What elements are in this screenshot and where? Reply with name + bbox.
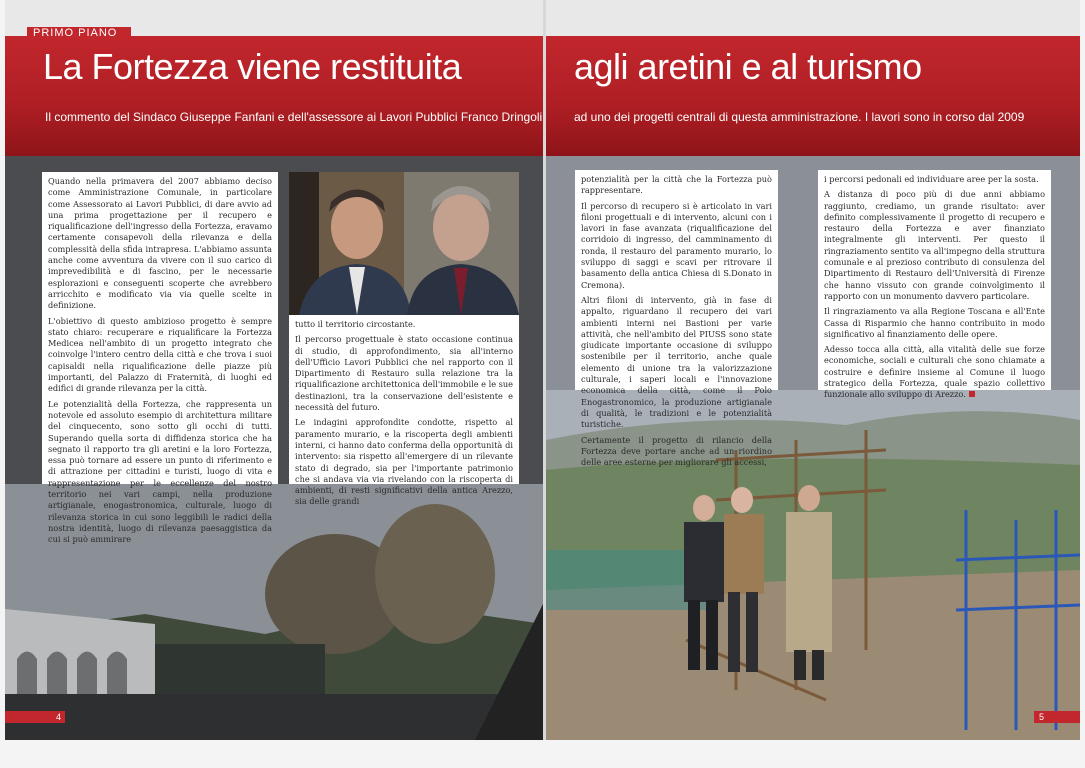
paragraph: potenzialità per la città che la Fortezza può rappresentare. [581, 174, 772, 196]
article-column-3 [575, 170, 778, 468]
article-column-4 [818, 170, 1051, 400]
headline-right: agli aretini e al turismo [574, 46, 922, 87]
paragraph: L'obiettivo di questo ambizioso progetto è sempre stato chiaro: recuperare e riqualificare la Fortezza Medicea nell'ambito di un progetto integrato che coinvolge l'intero centro della città e che trova i suoi capisaldi nella riqualificazione delle piazze più importanti, del Palazzo di Fraternità, di luoghi ed edifici di grande rilevanza per la città. [48, 315, 272, 394]
paragraph: tutto il territorio circostante. [295, 319, 416, 329]
paragraph-text: Adesso tocca alla città, alla vitalità delle sue forze economiche, sociali e culturali che sono chiamate a costruire e definire insieme al Comune il luogo strategico della Fortezza, quale spazio collettivo funzionale allo sviluppo di Arezzo. [824, 344, 1045, 400]
paragraph: Il percorso progettuale è stato occasione continua di studio, di approfondimento, sia all'interno dell'Ufficio Lavori Pubblici che nel rapporto con il Dipartimento di Restauro sulla relazione tra la riqualificazione architettonica dell'immobile e le sue destinazioni, tra la conservazione dell'esistente e necessità del futuro. [295, 334, 513, 413]
paragraph: Quando nella primavera del 2007 abbiamo deciso come Amministrazione Comunale, in particolare come Assessorato ai Lavori Pubblici, di dare avvio ad una prima progettazione per il recupero e riqualificazione dell'ingresso della Fortezza, eravamo certamente consapevoli della rilevanza e della complessità della sfida intrapresa. L'abbiamo assunta anche come avventura da vivere con il suo carico di imprevedibilità e di fascino, per le necessarie esplorazioni e conseguenti scoperte che avrebbero arricchito e modificato via via quelle scelte in definizione. [48, 176, 272, 311]
paragraph: Il ringraziamento va alla Regione Toscana e all'Ente Cassa di Risparmio che hanno contribuito in modo significativo al finanziamento delle opere. [824, 306, 1045, 339]
paragraph: Il percorso di recupero si è articolato in vari filoni progettuali e di intervento, alcuni con i lavori in fase avanzata (riqualificazione del corridoio di ingresso, del camminamento di ronda, il restauro del paramento murario, lo sviluppo di saggi e scavi per ritrovare il basamento della antica Chiesa di S.Donato in Cremona). [581, 200, 772, 290]
paragraph: Le potenzialità della Fortezza, che rappresenta un notevole ed assoluto esempio di architettura militare del cinquecento, sono sotto gli occhi di tutti. Superando quella sorta di diffidenza storica che ha segnato il rapporto tra gli aretini e la loro Fortezza, essa può tornare ad essere un punto di riferimento e di attrazione per cittadini e turisti, luogo di vita e rappresentazione per le eccellenze del nostro territorio nei vari campi, nella produzione artigianale, enogastronomica, culturale, luogo di rilevanza storica in cui sono leggibili le radici della nostra identità, luogo di rilevanza paesaggistica da cui si può ammirare [48, 398, 272, 545]
paragraph: Certamente il progetto di rilancio della Fortezza deve portare anche ad un riordino delle aree esterne per migliorare gli accessi, [581, 434, 772, 468]
paragraph: i percorsi pedonali ed individuare aree per la sosta. [824, 174, 1039, 184]
left-page [5, 0, 543, 740]
top-margin [546, 0, 1080, 36]
section-tag: PRIMO PIANO [27, 27, 131, 39]
page-number-right: 5 [1034, 711, 1080, 723]
paragraph: Altri filoni di intervento, già in fase di appalto, riguardano il recupero dei vari ambienti interni nei Bastioni per varie attività, che nell'ambito del PIUSS sono state giudicate importante occasione di sviluppo sostenibile per il territorio, anche quale elemento di unione tra la valorizzazione culturale, i saperi locali e l'innovazione economica della città, come il Polo Enogastronomico, la produzione artigianale di qualità, le tradizioni e le potenzialità turistiche. [581, 294, 772, 430]
officials-portrait-photo [289, 172, 519, 315]
page-number-left: 4 [5, 711, 65, 723]
right-page [546, 0, 1080, 740]
paragraph: A distanza di poco più di due anni abbiamo raggiunto, crediamo, un grande risultato: aver definito complessivamente il progetto di recupero e restauro della Fortezza e aver finanziato integralmente gli interventi. Per questo il ringraziamento sentito va all'impegno della struttura comunale e al prezioso contributo di consulenza del Dipartimento di Restauro dell'Università di Firenze che hanno vissuto con grande coinvolgimento il rapporto con un monumento davvero particolare. [824, 189, 1045, 301]
portrait-drawing [289, 172, 519, 315]
paragraph: Le indagini approfondite condotte, rispetto al paramento murario, e la riscoperta degli ambienti interni, ci hanno dato conferma della opportunità di intervento: sia rispetto all'emergere di un rilevante stato di degrado, sia per l'importante patrimonio che si andava via via rivelando con la riscoperta di ambienti, di resti significativi della antica Arezzo, sia delle grandi [295, 417, 513, 507]
subtitle-right: ad uno dei progetti centrali di questa amministrazione. I lavori sono in corso dal 2009 [574, 110, 1025, 124]
article-column-2 [289, 315, 519, 507]
final-paragraph [824, 344, 1045, 400]
article-column-1 [42, 172, 278, 545]
end-of-article-mark [969, 391, 975, 397]
headline-left: La Fortezza viene restituita [43, 46, 462, 87]
subtitle-left: Il commento del Sindaco Giuseppe Fanfani e dell'assessore ai Lavori Pubblici Franco Dringoli [45, 110, 543, 124]
